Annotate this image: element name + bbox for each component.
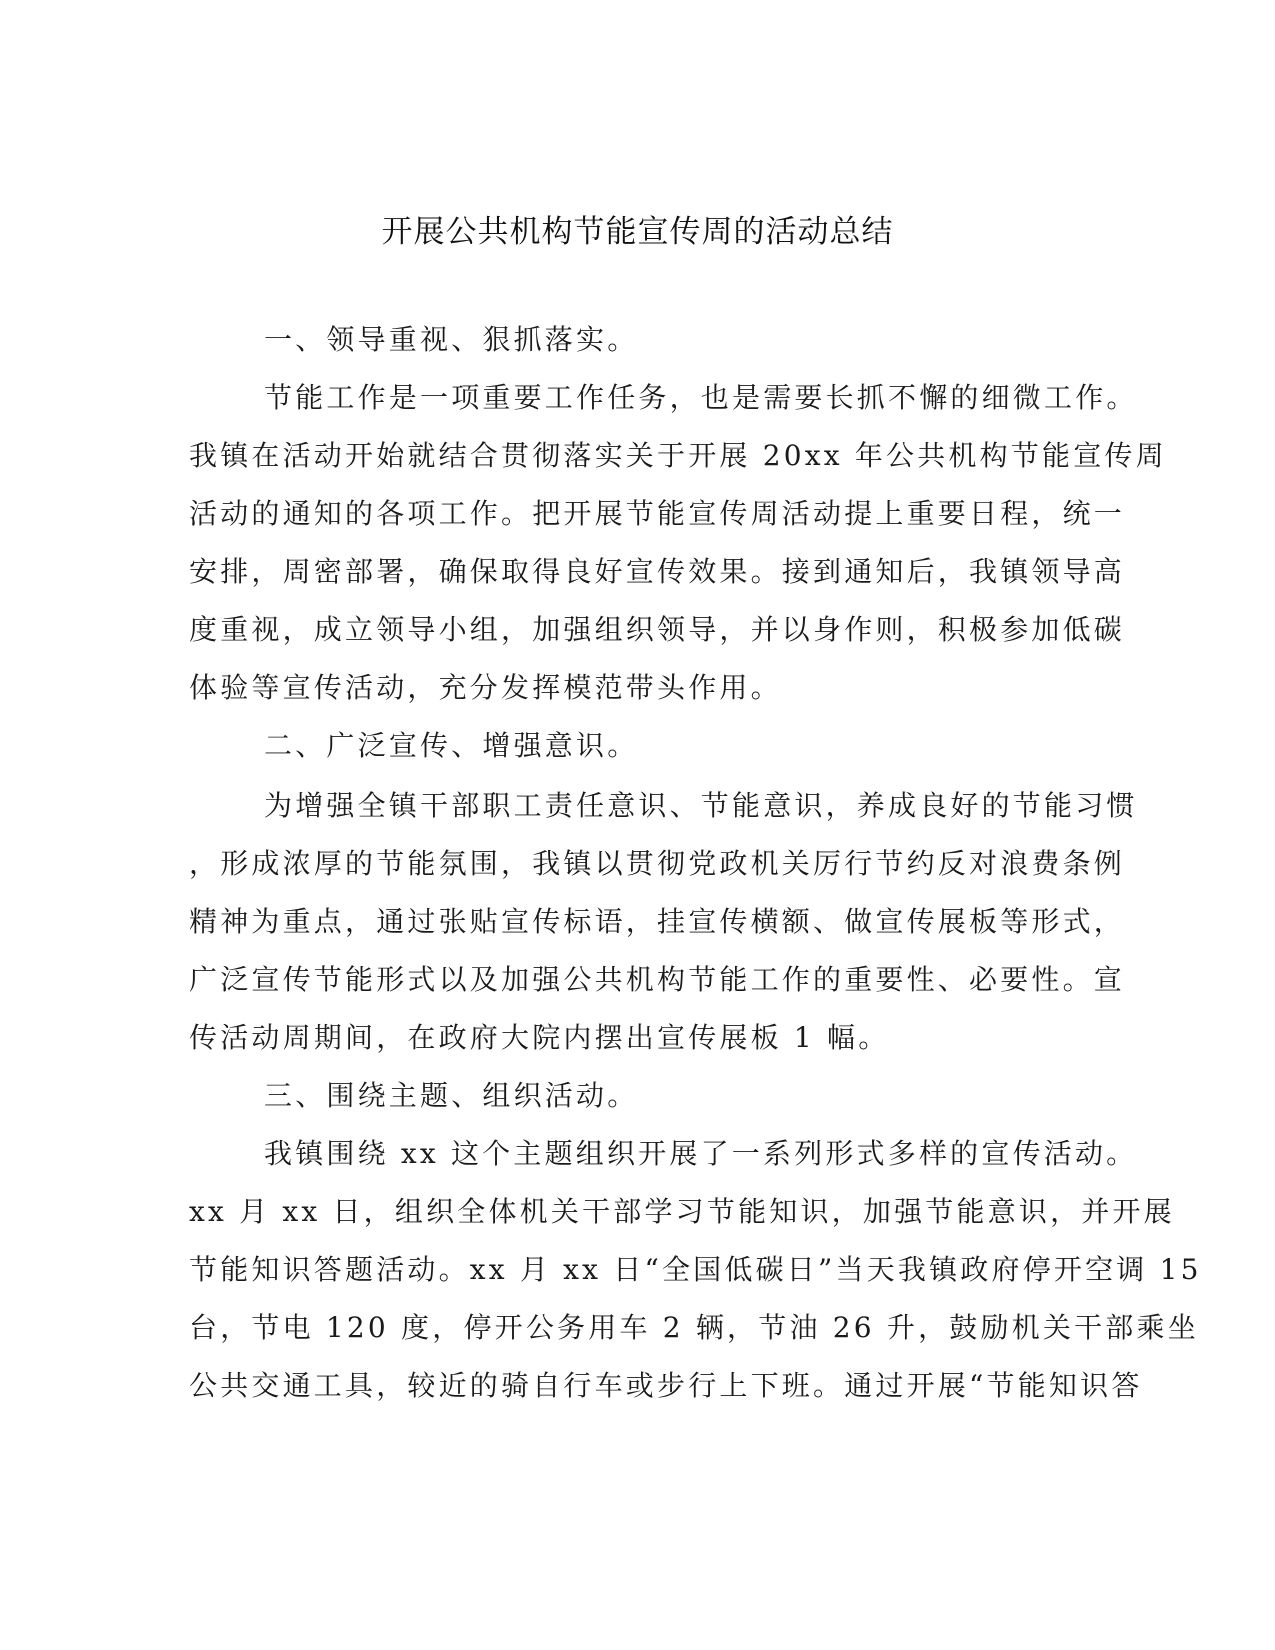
section-heading-2: 二、广泛宣传、增强意识。 xyxy=(264,729,639,762)
section-heading-3: 三、围绕主题、组织活动。 xyxy=(264,1079,639,1112)
paragraph-line: 度重视，成立领导小组，加强组织领导，并以身作则，积极参加低碳 xyxy=(189,613,1126,646)
paragraph-line: 台，节电 120 度，停开公务用车 2 辆，节油 26 升，鼓励机关干部乘坐 xyxy=(189,1311,1199,1344)
paragraph-line: 节能知识答题活动。xx 月 xx 日“全国低碳日”当天我镇政府停开空调 15 xyxy=(189,1253,1202,1286)
paragraph-line: 为增强全镇干部职工责任意识、节能意识，养成良好的节能习惯 xyxy=(264,789,1138,822)
paragraph-line: 广泛宣传节能形式以及加强公共机构节能工作的重要性、必要性。宣 xyxy=(189,963,1126,996)
paragraph-line: xx 月 xx 日，组织全体机关干部学习节能知识，加强节能意识，并开展 xyxy=(189,1195,1175,1228)
paragraph-line: 精神为重点，通过张贴宣传标语，挂宣传横额、做宣传展板等形式， xyxy=(189,905,1126,938)
paragraph-line: ，形成浓厚的节能氛围，我镇以贯彻党政机关厉行节约反对浪费条例 xyxy=(189,847,1126,880)
paragraph-line: 我镇在活动开始就结合贯彻落实关于开展 20xx 年公共机构节能宣传周 xyxy=(189,439,1167,472)
paragraph-line: 公共交通工具，较近的骑自行车或步行上下班。通过开展“节能知识答 xyxy=(189,1369,1143,1402)
paragraph-line: 节能工作是一项重要工作任务，也是需要长抓不懈的细微工作。 xyxy=(264,381,1138,414)
paragraph-line: 传活动周期间，在政府大院内摆出宣传展板 1 幅。 xyxy=(189,1021,890,1054)
section-heading-1: 一、领导重视、狠抓落实。 xyxy=(264,323,639,356)
paragraph-line: 安排，周密部署，确保取得良好宣传效果。接到通知后，我镇领导高 xyxy=(189,555,1126,588)
paragraph-line: 我镇围绕 xx 这个主题组织开展了一系列形式多样的宣传活动。 xyxy=(264,1137,1138,1170)
paragraph-line: 活动的通知的各项工作。把开展节能宣传周活动提上重要日程，统一 xyxy=(189,497,1126,530)
document-title: 开展公共机构节能宣传周的活动总结 xyxy=(381,214,894,250)
paragraph-line: 体验等宣传活动，充分发挥模范带头作用。 xyxy=(189,671,782,704)
